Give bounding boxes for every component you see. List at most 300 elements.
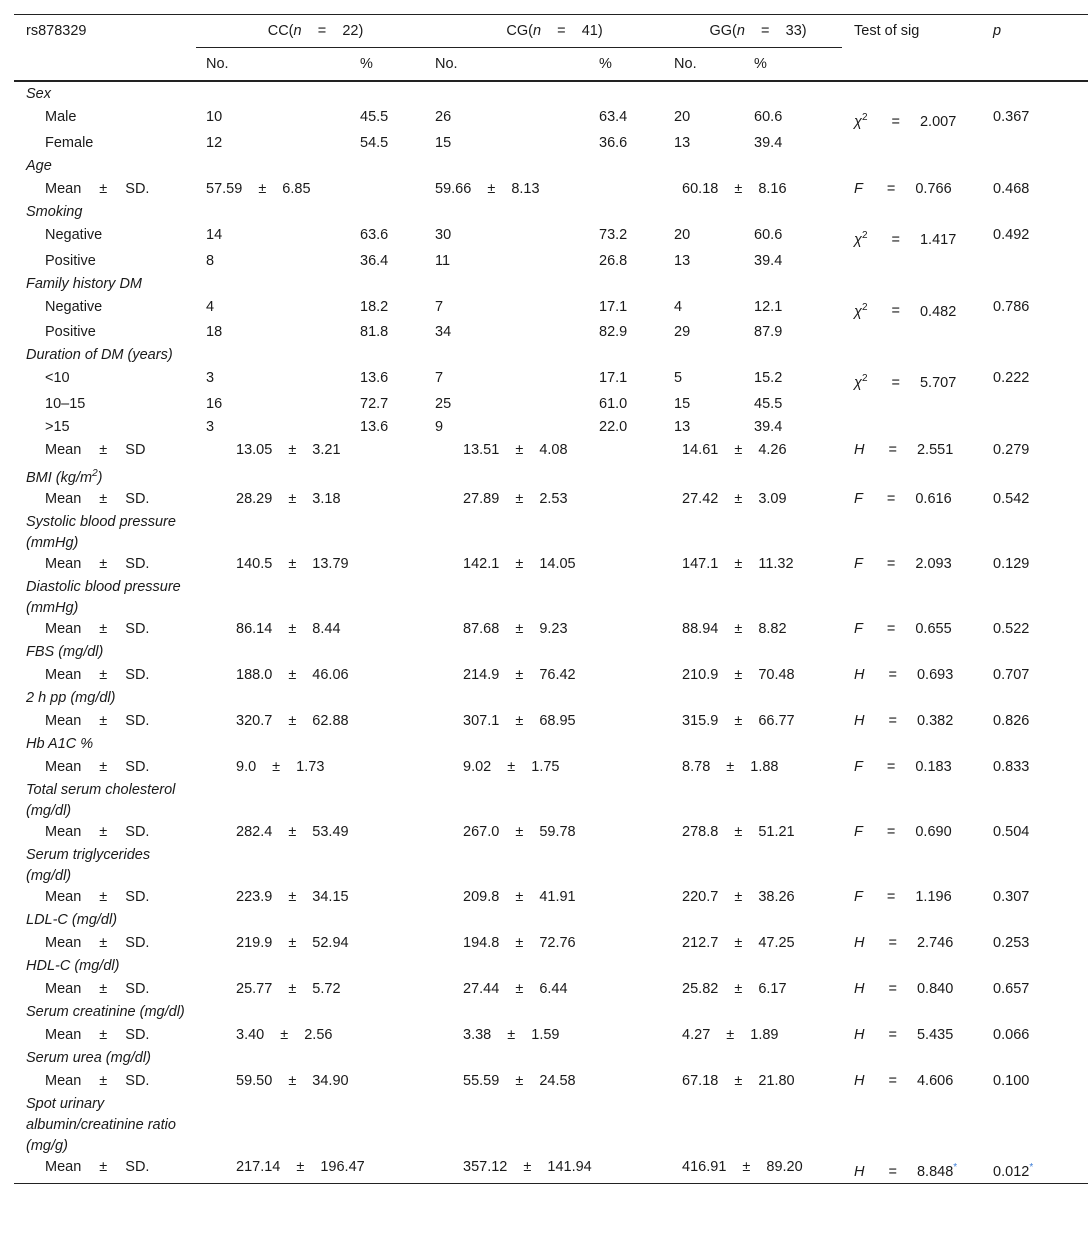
gg-mean-sd [674, 887, 842, 910]
gg-count: 13 [674, 252, 691, 269]
cg-mean-sd [435, 979, 674, 1002]
category-row-creat [14, 1002, 1088, 1025]
empty-cell [842, 463, 993, 489]
cg-mean-sd-text: 27.89 ± 2.53 [463, 491, 568, 508]
category-row-dbp [14, 577, 1088, 619]
empty-cell [196, 577, 360, 619]
row-label: <10 [45, 370, 70, 387]
cg-pct-header: % [599, 48, 674, 82]
cg-mean-sd-text: 209.8 ± 41.91 [463, 889, 576, 906]
row-label: Negative [45, 298, 103, 315]
gg-mean-sd [674, 489, 842, 512]
gg-mean-sd-text: 220.7 ± 38.26 [682, 889, 795, 906]
category-row-tg [14, 845, 1088, 887]
empty-cell [674, 463, 754, 489]
empty-cell [842, 1094, 993, 1157]
empty-cell [674, 274, 754, 297]
category-title [14, 81, 196, 107]
table-row [14, 297, 1088, 323]
category-row-duration [14, 345, 1088, 368]
row-label: Mean ± SD. [45, 759, 150, 776]
category-title [14, 734, 196, 757]
empty-cell [993, 463, 1088, 489]
gg-percent: 60.6 [754, 109, 783, 125]
test-equals: = [888, 442, 897, 459]
category-title-text: Spot urinary albumin/creatinine ratio (mg/g) [26, 1096, 176, 1155]
empty-cell [842, 956, 993, 979]
category-title [14, 463, 196, 489]
cc-pct-header: % [360, 48, 435, 82]
empty-cell [754, 642, 842, 665]
test-value: 5.707 [919, 375, 957, 392]
p-value [993, 887, 1088, 910]
test-value: 0.382 [916, 713, 954, 730]
cc-count: 18 [206, 324, 223, 341]
category-row-chol [14, 780, 1088, 822]
category-row-fbs [14, 642, 1088, 665]
empty-cell [993, 780, 1088, 822]
test-statistic [842, 322, 993, 345]
cg-mean-sd-text: 357.12 ± 141.94 [463, 1159, 592, 1176]
gg-mean-sd-text: 8.78 ± 1.88 [682, 759, 779, 776]
empty-cell [674, 1048, 754, 1071]
cg-count: 30 [435, 226, 452, 243]
empty-cell [435, 910, 599, 933]
empty-cell [993, 1002, 1088, 1025]
test-symbol-sup: 2 [861, 112, 868, 123]
test-statistic [842, 1025, 993, 1048]
empty-cell [196, 1048, 360, 1071]
table-row [14, 368, 1088, 394]
empty-cell [435, 463, 599, 489]
test-symbol-sup: 2 [861, 229, 868, 241]
empty-cell [196, 274, 360, 297]
gg-mean-sd-text: 67.18 ± 21.80 [682, 1073, 795, 1090]
test-of-sig-header: Test of sig [842, 15, 993, 48]
p-value [993, 1071, 1088, 1094]
gg-mean-sd [674, 1025, 842, 1048]
test-value: 2.551 [916, 442, 954, 459]
test-value: 8.848 [916, 1163, 954, 1180]
gg-mean-sd-text: 14.61 ± 4.26 [682, 442, 787, 459]
p-header: p [993, 15, 1088, 48]
category-title-text: 2 h pp (mg/dl) [26, 690, 116, 707]
test-equals: = [886, 180, 896, 197]
empty-cell [993, 512, 1088, 554]
empty-cell [993, 734, 1088, 757]
table-row-mean [14, 489, 1088, 512]
gg-mean-sd-text: 27.42 ± 3.09 [682, 491, 787, 508]
test-equals: = [891, 113, 900, 130]
cc-count: 4 [206, 298, 215, 315]
header-row-subcols [14, 48, 1088, 82]
empty-cell [842, 577, 993, 619]
empty-cell [754, 577, 842, 619]
row-label: Positive [45, 324, 96, 341]
empty-cell [196, 202, 360, 225]
p-value [993, 297, 1088, 323]
category-title [14, 956, 196, 979]
gg-mean-sd [674, 1071, 842, 1094]
test-symbol: F [854, 759, 863, 776]
cc-mean-sd [196, 757, 435, 780]
table-row-mean [14, 711, 1088, 734]
cc-mean-sd-text: 140.5 ± 13.79 [236, 556, 349, 573]
gg-mean-sd [674, 757, 842, 780]
test-equals: = [886, 621, 896, 638]
cc-count: 8 [206, 252, 215, 269]
row-label: Positive [45, 252, 96, 269]
empty-cell [435, 81, 599, 107]
empty-cell [754, 274, 842, 297]
empty-cell [842, 156, 993, 179]
empty-cell [842, 910, 993, 933]
empty-cell [754, 156, 842, 179]
table-row-mean [14, 440, 1088, 463]
gg-count: 15 [674, 396, 691, 413]
cc-mean-sd [196, 1157, 435, 1183]
empty-cell [435, 734, 599, 757]
gg-mean-sd [674, 711, 842, 734]
empty-cell [674, 1002, 754, 1025]
cc-percent: 45.5 [360, 109, 389, 125]
cc-mean-sd [196, 440, 435, 463]
empty-cell [435, 202, 599, 225]
cc-count: 16 [206, 396, 223, 413]
cg-count: 25 [435, 396, 452, 413]
gg-mean-sd [674, 822, 842, 845]
table-row [14, 107, 1088, 133]
empty-cell [599, 910, 674, 933]
test-statistic [842, 933, 993, 956]
test-equals: = [888, 981, 897, 998]
empty-cell [599, 1048, 674, 1071]
empty-cell [599, 845, 674, 887]
p-value-text: 0.468 [993, 180, 1030, 197]
p-value [993, 979, 1088, 1002]
category-title-text: Serum urea (mg/dl) [26, 1050, 151, 1067]
test-statistic [842, 179, 993, 202]
empty-cell [360, 463, 435, 489]
gg-percent: 39.4 [754, 252, 783, 269]
cc-mean-sd [196, 711, 435, 734]
p-value-text: 0.492 [993, 226, 1030, 243]
test-statistic [842, 757, 993, 780]
table-row-mean [14, 1025, 1088, 1048]
gg-mean-sd-text: 4.27 ± 1.89 [682, 1027, 779, 1044]
cc-mean-sd [196, 979, 435, 1002]
cg-percent: 26.8 [599, 252, 628, 269]
test-statistic [842, 394, 993, 417]
p-value-text: 0.542 [993, 491, 1030, 508]
empty-cell [754, 463, 842, 489]
test-symbol: H [854, 1073, 865, 1090]
empty-cell [754, 202, 842, 225]
p-value [993, 107, 1088, 133]
category-title-text: Systolic blood pressure (mmHg) [26, 514, 176, 552]
cc-percent: 13.6 [360, 370, 389, 387]
category-title-text: Diastolic blood pressure (mmHg) [26, 579, 181, 617]
empty-cell [842, 274, 993, 297]
category-title [14, 1048, 196, 1071]
empty-cell [754, 512, 842, 554]
category-title [14, 642, 196, 665]
empty-cell [435, 1048, 599, 1071]
gg-mean-sd [674, 933, 842, 956]
gg-mean-sd [674, 979, 842, 1002]
gg-count: 13 [674, 419, 691, 436]
row-label: Mean ± SD. [45, 824, 150, 841]
empty-cell [435, 1002, 599, 1025]
category-row-urea [14, 1048, 1088, 1071]
gg-mean-sd-text: 416.91 ± 89.20 [682, 1159, 803, 1176]
table-row [14, 322, 1088, 345]
cc-count: 3 [206, 419, 215, 436]
p-value [993, 440, 1088, 463]
snp-header: rs878329 [14, 15, 196, 48]
empty-cell [599, 274, 674, 297]
test-statistic [842, 711, 993, 734]
test-symbol: H [854, 442, 865, 459]
test-equals: = [886, 491, 896, 508]
category-title-sup: 2 [92, 468, 98, 480]
p-value-text: 0.012 [993, 1163, 1030, 1180]
gg-percent: 60.6 [754, 226, 783, 243]
empty-cell [993, 642, 1088, 665]
gg-percent: 87.9 [754, 324, 783, 341]
category-title-text: Duration of DM (years) [26, 347, 173, 364]
empty-cell [196, 463, 360, 489]
empty-cell [754, 688, 842, 711]
cc-count: 12 [206, 134, 223, 151]
empty-cell [754, 734, 842, 757]
cg-count: 9 [435, 419, 444, 436]
empty-cell [993, 577, 1088, 619]
test-symbol: F [854, 180, 863, 197]
table-row-mean [14, 554, 1088, 577]
row-label: Mean ± SD. [45, 1027, 150, 1044]
empty-cell [599, 202, 674, 225]
category-title [14, 577, 196, 619]
empty-cell [360, 734, 435, 757]
row-label: Mean ± SD. [45, 935, 150, 952]
cg-mean-sd-text: 9.02 ± 1.75 [463, 759, 560, 776]
gg-mean-sd [674, 619, 842, 642]
empty-cell [435, 345, 599, 368]
p-value-text: 0.522 [993, 621, 1030, 638]
category-title-text: Hb A1C % [26, 736, 94, 753]
empty-cell [842, 845, 993, 887]
category-title-text: Total serum cholesterol (mg/dl) [26, 782, 176, 820]
table-row-mean [14, 619, 1088, 642]
row-label: Mean ± SD. [14, 1157, 196, 1183]
test-statistic [842, 417, 993, 440]
p-value [993, 417, 1088, 440]
p-value-text: 0.100 [993, 1073, 1030, 1090]
empty-cell [360, 688, 435, 711]
category-row-age [14, 156, 1088, 179]
empty-cell [674, 512, 754, 554]
row-label: Mean ± SD. [45, 621, 150, 638]
empty-cell [196, 345, 360, 368]
cg-percent: 17.1 [599, 370, 628, 387]
cg-count: 34 [435, 324, 452, 341]
cc-mean-sd-text: 320.7 ± 62.88 [236, 713, 349, 730]
empty-cell [196, 1094, 360, 1157]
cc-mean-sd [196, 665, 435, 688]
cc-mean-sd [196, 822, 435, 845]
empty-cell [993, 1048, 1088, 1071]
empty-cell [674, 956, 754, 979]
cg-percent: 22.0 [599, 419, 628, 436]
test-equals: = [888, 1163, 897, 1180]
empty-cell [993, 688, 1088, 711]
category-title [14, 156, 196, 179]
row-label: Mean ± SD. [45, 981, 150, 998]
gg-count: 20 [674, 226, 691, 243]
test-equals: = [886, 824, 896, 841]
cg-mean-sd-text: 13.51 ± 4.08 [463, 442, 568, 459]
gg-percent: 45.5 [754, 396, 783, 413]
category-title [14, 688, 196, 711]
p-value [993, 394, 1088, 417]
test-symbol: χ [854, 231, 862, 248]
cc-count: 10 [206, 109, 223, 125]
empty-cell [993, 81, 1088, 107]
table-row-mean [14, 933, 1088, 956]
cg-mean-sd [435, 933, 674, 956]
cc-mean-sd-text: 219.9 ± 52.94 [236, 935, 349, 952]
row-label: Mean ± SD [45, 442, 146, 459]
gg-mean-sd-text: 147.1 ± 11.32 [682, 556, 794, 573]
p-value [993, 619, 1088, 642]
category-title-end: ) [97, 470, 103, 487]
gg-percent: 15.2 [754, 370, 783, 387]
category-title-text: HDL-C (mg/dl) [26, 958, 120, 975]
empty-cell [196, 1002, 360, 1025]
cc-percent: 18.2 [360, 298, 389, 315]
cg-mean-sd [435, 489, 674, 512]
empty-cell [754, 780, 842, 822]
cg-mean-sd [435, 554, 674, 577]
test-value: 1.417 [919, 231, 957, 248]
test-equals: = [891, 375, 900, 392]
p-value [993, 489, 1088, 512]
gg-percent: 39.4 [754, 419, 783, 436]
p-value-text: 0.367 [993, 109, 1030, 125]
cg-no-header: No. [435, 48, 599, 82]
empty-cell [196, 512, 360, 554]
test-symbol: H [854, 667, 865, 684]
empty-cell [360, 512, 435, 554]
test-symbol: F [854, 556, 863, 573]
cg-percent: 63.4 [599, 109, 628, 125]
category-title-text: BMI (kg/m [26, 470, 93, 487]
row-label: Mean ± SD. [45, 713, 150, 730]
row-label: Mean ± SD. [45, 556, 150, 573]
empty-cell [435, 845, 599, 887]
gg-mean-sd [674, 1157, 842, 1183]
empty-cell [754, 81, 842, 107]
empty-cell [754, 1094, 842, 1157]
cg-mean-sd [435, 179, 674, 202]
test-statistic [842, 251, 993, 274]
empty-cell [360, 156, 435, 179]
empty-cell [993, 845, 1088, 887]
category-title-text: Family history DM [26, 275, 143, 292]
test-equals: = [891, 303, 900, 320]
cg-percent: 61.0 [599, 396, 628, 413]
p-value-text: 0.279 [993, 442, 1030, 459]
test-symbol: H [854, 981, 865, 998]
test-statistic [842, 1157, 993, 1183]
empty-cell [993, 202, 1088, 225]
p-value-text: 0.504 [993, 824, 1030, 841]
gg-mean-sd [674, 179, 842, 202]
table-row-mean [14, 665, 1088, 688]
empty-cell [435, 956, 599, 979]
cc-mean-sd-text: 25.77 ± 5.72 [236, 981, 341, 998]
empty-cell [360, 577, 435, 619]
empty-cell [993, 910, 1088, 933]
cc-mean-sd [196, 1025, 435, 1048]
category-title [14, 1094, 196, 1157]
empty-cell [360, 1094, 435, 1157]
gg-mean-sd-text: 25.82 ± 6.17 [682, 981, 787, 998]
empty-cell [196, 642, 360, 665]
test-statistic [842, 489, 993, 512]
cg-count: 15 [435, 134, 452, 151]
table-row [14, 394, 1088, 417]
test-equals: = [891, 231, 900, 248]
cc-mean-sd-text: 3.40 ± 2.56 [236, 1027, 333, 1044]
test-value: 5.435 [916, 1027, 954, 1044]
empty-cell [754, 910, 842, 933]
test-value: 2.093 [915, 556, 952, 573]
empty-cell [196, 688, 360, 711]
cg-mean-sd-text: 27.44 ± 6.44 [463, 981, 568, 998]
cg-mean-sd [435, 619, 674, 642]
test-statistic [842, 107, 993, 133]
test-statistic [842, 619, 993, 642]
test-equals: = [888, 1073, 897, 1090]
category-title [14, 1002, 196, 1025]
cc-mean-sd [196, 887, 435, 910]
category-title [14, 845, 196, 887]
test-value: 0.183 [915, 759, 952, 776]
cg-mean-sd [435, 1157, 674, 1183]
empty-cell [435, 512, 599, 554]
empty-cell [993, 156, 1088, 179]
p-value [993, 554, 1088, 577]
cc-mean-sd-text: 57.59 ± 6.85 [206, 180, 311, 197]
empty-cell [599, 512, 674, 554]
test-symbol: F [854, 889, 863, 906]
group-header-cg: CG(n = 41) [435, 15, 674, 48]
empty-cell [599, 688, 674, 711]
empty-cell [993, 1094, 1088, 1157]
cc-count: 3 [206, 370, 215, 387]
category-row-sbp [14, 512, 1088, 554]
cc-mean-sd [196, 554, 435, 577]
cc-percent: 81.8 [360, 324, 389, 341]
test-value: 0.655 [915, 621, 952, 638]
cg-mean-sd [435, 665, 674, 688]
test-equals: = [888, 667, 897, 684]
cg-count: 7 [435, 298, 444, 315]
gg-mean-sd [674, 440, 842, 463]
cg-mean-sd-text: 55.59 ± 24.58 [463, 1073, 576, 1090]
